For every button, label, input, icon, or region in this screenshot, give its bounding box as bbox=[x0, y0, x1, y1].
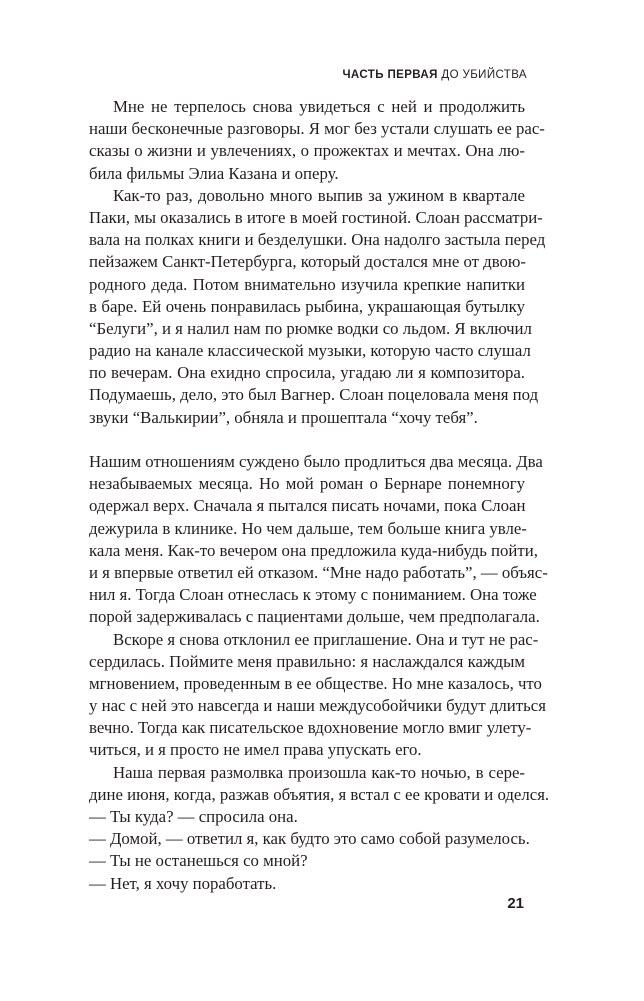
text-line: дежурила в клинике. Но чем дальше, тем больше книга увле- bbox=[89, 518, 527, 538]
text-line: читься, и я просто не имел права упускать его. bbox=[89, 740, 422, 760]
text-line: Наша первая размолвка произошла как-то ночью, в сере- bbox=[113, 762, 525, 782]
running-head bbox=[342, 69, 527, 81]
text-line: Как-то раз, довольно много выпив за ужином в квартале bbox=[113, 185, 525, 205]
text-line: порой задерживалась с пациентами дольше, чем предполагала. bbox=[89, 607, 540, 627]
page-number: 21 bbox=[507, 895, 524, 912]
text-line: незабываемых месяца. Но мой роман о Бернаре понемногу bbox=[89, 474, 525, 494]
text-line: у нас с ней это навсегда и наши междусобойчики будут длиться bbox=[89, 696, 546, 716]
text-line: Мне не терпелось снова увидеться с ней и продолжить bbox=[113, 97, 525, 116]
text-line: наши бесконечные разговоры. Я мог без устали слушать ее рас- bbox=[89, 119, 545, 139]
running-head-section: ДО УБИЙСТВА bbox=[441, 69, 527, 81]
text-line: — Нет, я хочу поработать. bbox=[89, 873, 277, 893]
text-line: нил я. Тогда Слоан отнеслась к этому с пониманием. Она тоже bbox=[89, 585, 537, 605]
text-line: сказы о жизни и увлечениях, о прожектах и мечтах. Она лю- bbox=[89, 141, 525, 161]
body-text bbox=[89, 96, 550, 895]
text-line: в баре. Ей очень понравилась рыбина, украшающая бутылку bbox=[89, 296, 525, 316]
text-line: одержал верх. Сначала я пытался писать ночами, пока Слоан bbox=[89, 496, 526, 516]
text-line: звуки “Валькирии”, обняла и прошептала “хочу тебя”. bbox=[89, 407, 478, 427]
text-line: дине июня, когда, разжав объятия, я встал с ее кровати и оделся. bbox=[89, 784, 550, 804]
text-line: и я впервые ответил ей отказом. “Мне надо работать”, — объяс- bbox=[89, 562, 548, 582]
text-line: Подумаешь, дело, это был Вагнер. Слоан поцеловала меня под bbox=[89, 385, 539, 405]
text-line: била фильмы Элиа Казана и оперу. bbox=[89, 163, 339, 183]
paragraph-break bbox=[89, 429, 525, 451]
text-line: — Ты куда? — спросила она. bbox=[89, 807, 298, 826]
text-line: вечно. Тогда как писательское вдохновение могло вмиг улету- bbox=[89, 718, 532, 738]
text-line: — Ты не останешься со мной? bbox=[89, 851, 308, 871]
running-head-part: ЧАСТЬ ПЕРВАЯ bbox=[342, 69, 438, 81]
text-line: Нашим отношениям суждено было продлиться два месяца. Два bbox=[89, 452, 543, 471]
text-line: Паки, мы оказались в итоге в моей гостиной. Слоан рассматри- bbox=[89, 207, 543, 227]
text-line: вала на полках книги и безделушки. Она надолго застыла перед bbox=[89, 230, 546, 250]
text-line: по вечерам. Она ехидно спросила, угадаю ли я композитора. bbox=[89, 363, 525, 383]
text-line: “Белуги”, и я налил нам по рюмке водки со льдом. Я включил bbox=[89, 318, 532, 338]
text-line: Вскоре я снова отклонил ее приглашение. Она и тут не рас- bbox=[113, 629, 539, 649]
text-line: мгновением, проведенным в ее обществе. Но мне казалось, что bbox=[89, 673, 542, 693]
text-line: кала меня. Как-то вечером она предложила куда-нибудь пойти, bbox=[89, 540, 538, 560]
text-line: родного деда. Потом внимательно изучила крепкие напитки bbox=[89, 274, 525, 294]
text-line: пейзажем Санкт-Петербурга, который достался мне от двою- bbox=[89, 252, 527, 272]
text-line: — Домой, — ответил я, как будто это само собой разумелось. bbox=[89, 829, 530, 849]
text-line: радио на канале классической музыки, которую часто слушал bbox=[89, 341, 531, 361]
text-line: сердилась. Поймите меня правильно: я наслаждался каждым bbox=[89, 651, 525, 671]
